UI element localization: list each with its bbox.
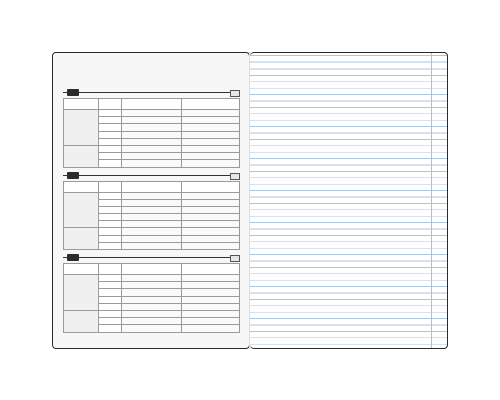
person-cell <box>99 138 122 145</box>
pronoun-form-cell <box>181 117 239 124</box>
person-cell <box>99 296 122 303</box>
person-cell <box>99 206 122 213</box>
pronoun-form-cell <box>122 310 182 317</box>
person-cell <box>99 131 122 138</box>
person-cell <box>99 228 122 235</box>
table-row <box>64 192 240 199</box>
pronoun-form-cell <box>122 228 182 235</box>
person-cell <box>99 153 122 160</box>
section-tab-marker <box>230 255 240 262</box>
number-group-cell <box>64 110 99 146</box>
person-cell <box>99 199 122 206</box>
pronoun-form-cell <box>181 131 239 138</box>
pronoun-form-cell <box>122 192 182 199</box>
table-row <box>64 145 240 152</box>
reference-page <box>52 52 250 349</box>
section-header <box>63 172 240 179</box>
person-cell <box>99 242 122 249</box>
pronoun-form-cell <box>122 235 182 242</box>
person-cell <box>99 289 122 296</box>
pronoun-form-cell <box>122 117 182 124</box>
pronoun-form-cell <box>181 318 239 325</box>
section-title <box>67 172 79 179</box>
pronoun-form-cell <box>181 145 239 152</box>
pronoun-form-cell <box>181 138 239 145</box>
section-rule <box>63 257 240 258</box>
section-tab-marker <box>230 90 240 97</box>
pronoun-form-cell <box>122 145 182 152</box>
table-header-cell <box>64 264 99 275</box>
pronoun-form-cell <box>181 289 239 296</box>
table-header-cell <box>122 264 182 275</box>
table-header-cell <box>122 181 182 192</box>
pronoun-form-cell <box>122 289 182 296</box>
table-header-cell <box>122 99 182 110</box>
pronoun-form-cell <box>181 221 239 228</box>
section-title <box>67 89 79 96</box>
section-header <box>63 89 240 96</box>
table-header-cell <box>99 181 122 192</box>
number-group-cell <box>64 310 99 332</box>
pronoun-form-cell <box>122 242 182 249</box>
person-cell <box>99 214 122 221</box>
table-row <box>64 110 240 117</box>
pronoun-form-cell <box>122 199 182 206</box>
person-cell <box>99 192 122 199</box>
section-rule <box>63 92 240 93</box>
table-header-cell <box>99 264 122 275</box>
pronoun-form-cell <box>181 153 239 160</box>
person-cell <box>99 117 122 124</box>
number-group-cell <box>64 192 99 228</box>
pronoun-form-cell <box>181 303 239 310</box>
pronoun-form-cell <box>122 131 182 138</box>
ruled-page[interactable] <box>250 52 448 349</box>
pronoun-form-cell <box>181 282 239 289</box>
table-header-row <box>64 99 240 110</box>
pronoun-form-cell <box>181 275 239 282</box>
pronoun-form-cell <box>181 242 239 249</box>
person-cell <box>99 160 122 167</box>
pronoun-form-cell <box>122 325 182 332</box>
pronoun-form-cell <box>181 235 239 242</box>
table-row <box>64 228 240 235</box>
table-header-cell <box>99 99 122 110</box>
pronoun-form-cell <box>122 153 182 160</box>
pronoun-form-cell <box>181 296 239 303</box>
table-header-row <box>64 181 240 192</box>
number-group-cell <box>64 228 99 250</box>
pronoun-form-cell <box>181 199 239 206</box>
pronoun-form-cell <box>122 214 182 221</box>
table-header-cell <box>64 181 99 192</box>
number-group-cell <box>64 145 99 167</box>
pronoun-form-cell <box>122 318 182 325</box>
pronoun-form-cell <box>181 214 239 221</box>
person-cell <box>99 124 122 131</box>
pronoun-form-cell <box>181 110 239 117</box>
pronoun-form-cell <box>122 303 182 310</box>
person-cell <box>99 110 122 117</box>
pronoun-form-cell <box>122 296 182 303</box>
table-header-row <box>64 264 240 275</box>
number-group-cell <box>64 275 99 311</box>
grammar-section <box>63 254 240 333</box>
section-title <box>67 254 79 261</box>
pronoun-form-cell <box>122 206 182 213</box>
grammar-section <box>63 89 240 168</box>
person-cell <box>99 221 122 228</box>
person-cell <box>99 325 122 332</box>
pronoun-form-cell <box>181 228 239 235</box>
pronoun-form-cell <box>122 275 182 282</box>
table-header-cell <box>64 99 99 110</box>
pronoun-form-cell <box>122 160 182 167</box>
pronoun-form-cell <box>122 221 182 228</box>
person-cell <box>99 282 122 289</box>
pronoun-form-cell <box>122 110 182 117</box>
grammar-sections <box>63 89 240 333</box>
pronoun-form-cell <box>181 206 239 213</box>
person-cell <box>99 145 122 152</box>
section-tab-marker <box>230 173 240 180</box>
table-row <box>64 275 240 282</box>
pronoun-form-cell <box>122 282 182 289</box>
section-rule <box>63 175 240 176</box>
pronoun-form-cell <box>181 325 239 332</box>
pronoun-table <box>63 98 240 168</box>
table-header-cell <box>181 99 239 110</box>
pronoun-table <box>63 181 240 251</box>
person-cell <box>99 310 122 317</box>
grammar-section <box>63 172 240 251</box>
pronoun-form-cell <box>181 310 239 317</box>
table-header-cell <box>181 181 239 192</box>
pronoun-form-cell <box>122 124 182 131</box>
pronoun-form-cell <box>122 138 182 145</box>
person-cell <box>99 303 122 310</box>
pronoun-form-cell <box>181 160 239 167</box>
pronoun-table <box>63 263 240 333</box>
pronoun-form-cell <box>181 192 239 199</box>
section-header <box>63 254 240 261</box>
person-cell <box>99 318 122 325</box>
person-cell <box>99 275 122 282</box>
pronoun-form-cell <box>181 124 239 131</box>
table-row <box>64 310 240 317</box>
table-header-cell <box>181 264 239 275</box>
person-cell <box>99 235 122 242</box>
